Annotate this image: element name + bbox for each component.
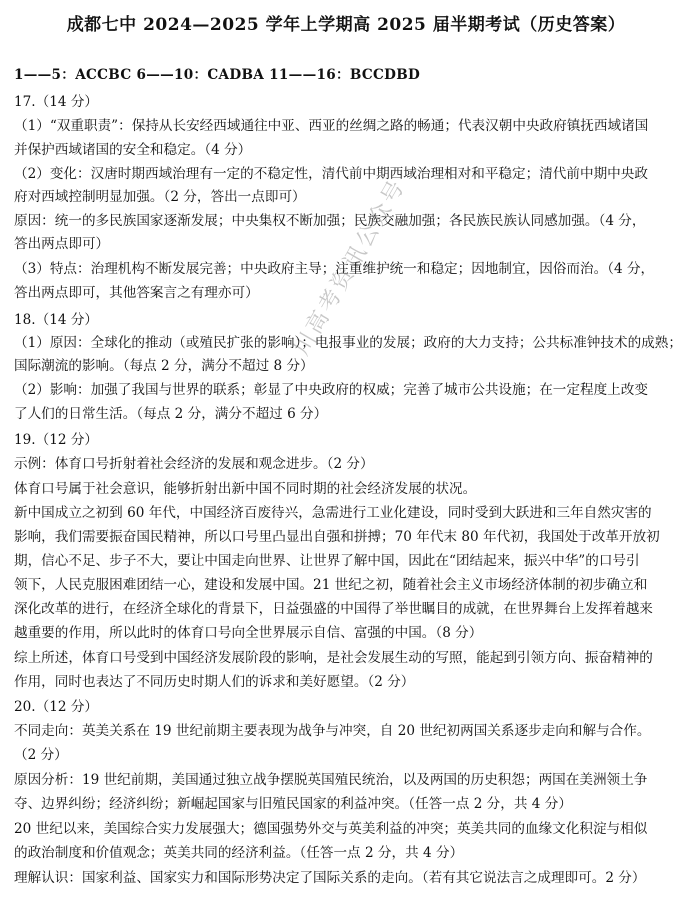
answer-line: 府对西域控制明显加强。（2 分，答出一点即可） <box>14 189 306 205</box>
answer-line: （3）特点：治理机构不断发展完善；中央政府主导；注重维护统一和稳定；因地制宜，因俗而治。（4 分， <box>14 261 655 277</box>
q19-header: 19.（12 分） <box>14 432 99 448</box>
answer-line: 示例：体育口号折射着社会经济的发展和观念进步。（2 分） <box>14 456 374 472</box>
document-title: 成都七中 2024—2025 学年上学期高 2025 届半期考试（历史答案） <box>66 15 626 35</box>
answer-line: （1）原因：全球化的推动（或殖民扩张的影响）；电报事业的发展；政府的大力支持；公共标准钟技术的成熟； <box>14 335 682 351</box>
answer-line: 国际潮流的影响。（每点 2 分，满分不超过 8 分） <box>14 358 314 374</box>
q17-header: 17.（14 分） <box>14 94 99 110</box>
answer-line: 作用，同时也表达了不同历史时期人们的诉求和美好愿望。（2 分） <box>14 674 415 690</box>
answer-line: （2）影响：加强了我国与世界的联系；彰显了中央政府的权威；完善了城市公共设施；在一定程度上改变 <box>14 382 648 398</box>
answer-line: （2 分） <box>14 747 68 763</box>
answer-line: 的政治制度和价值观念；英美共同的经济利益。（任答一点 2 分，共 4 分） <box>14 845 464 861</box>
answer-line: 答出两点即可，其他答案言之有理亦可） <box>14 285 259 301</box>
answer-line: （1）“双重职责”：保持从长安经西域通往中亚、西亚的丝绸之路的畅通；代表汉朝中央政府镇抚西域诸国 <box>14 118 649 134</box>
multiple-choice-answers: 1——5：ACCBC 6——10：CADBA 11——16：BCCDBD <box>14 67 421 83</box>
answer-line: 了人们的日常生活。（每点 2 分，满分不超过 6 分） <box>14 406 328 422</box>
answer-line: （2）变化：汉唐时期西域治理有一定的不稳定性，清代前中期西域治理相对和平稳定；清代前中期中央政 <box>14 166 648 182</box>
answer-line: 影响，我们需要振奋国民精神，所以口号里凸显出自强和拼搏；70 年代末 80 年代初，我国处于改革开放初 <box>14 529 660 545</box>
answer-line: 深化改革的进行，在经济全球化的背景下，日益强盛的中国得了举世瞩目的成就，在世界舞台上发挥着越来 <box>14 601 653 617</box>
answer-line: 不同走向：英美关系在 19 世纪前期主要表现为战争与冲突，自 20 世纪初两国关系逐步走向和解与合作。 <box>14 723 651 739</box>
q20-header: 20.（12 分） <box>14 699 99 715</box>
answer-line: 领下，人民克服困难团结一心，建设和发展中国。21 世纪之初，随着社会主义市场经济体制的初步确立和 <box>14 577 648 593</box>
q18-header: 18.（14 分） <box>14 312 99 328</box>
answer-line: 夺、边界纠纷；经济纠纷；新崛起国家与旧殖民国家的利益冲突。（任答一点 2 分，共 4 分） <box>14 796 572 812</box>
answer-line: 理解认识：国家利益、国家实力和国际形势决定了国际关系的走向。（若有其它说法言之成理即可。2 分） <box>14 870 646 886</box>
answer-line: 越重要的作用，所以此时的体育口号向全世界展示自信、富强的中国。（8 分） <box>14 625 483 641</box>
watermark: 川高考资讯公众号 <box>289 174 411 360</box>
answer-line: 综上所述，体育口号受到中国经济发展阶段的影响，是社会发展生动的写照，能起到引领方向、振奋精神的 <box>14 650 653 666</box>
answer-line: 新中国成立之初到 60 年代，中国经济百废待兴，急需进行工业化建设，同时受到大跃进和三年自然灾害的 <box>14 505 652 521</box>
answer-line: 答出两点即可） <box>14 236 110 252</box>
answer-line: 20 世纪以来，美国综合实力发展强大；德国强势外交与英美利益的冲突；英美共同的血缘文化积淀与相似 <box>14 821 648 837</box>
answer-line: 并保护西域诸国的安全和稳定。（4 分） <box>14 142 252 158</box>
answer-line: 原因分析：19 世纪前期，美国通过独立战争摆脱英国殖民统治，以及两国的历史积怨；两国在美洲领土争 <box>14 772 648 788</box>
answer-line: 期，信心不足、步子不大，要让中国走向世界、让世界了解中国，因此在“团结起来，振兴中华”的口号引 <box>14 553 640 569</box>
answer-line: 体育口号属于社会意识，能够折射出新中国不同时期的社会经济发展的状况。 <box>14 481 477 497</box>
answer-line: 原因：统一的多民族国家逐渐发展；中央集权不断加强；民族交融加强；各民族民族认同感加强。（4 分， <box>14 213 646 229</box>
